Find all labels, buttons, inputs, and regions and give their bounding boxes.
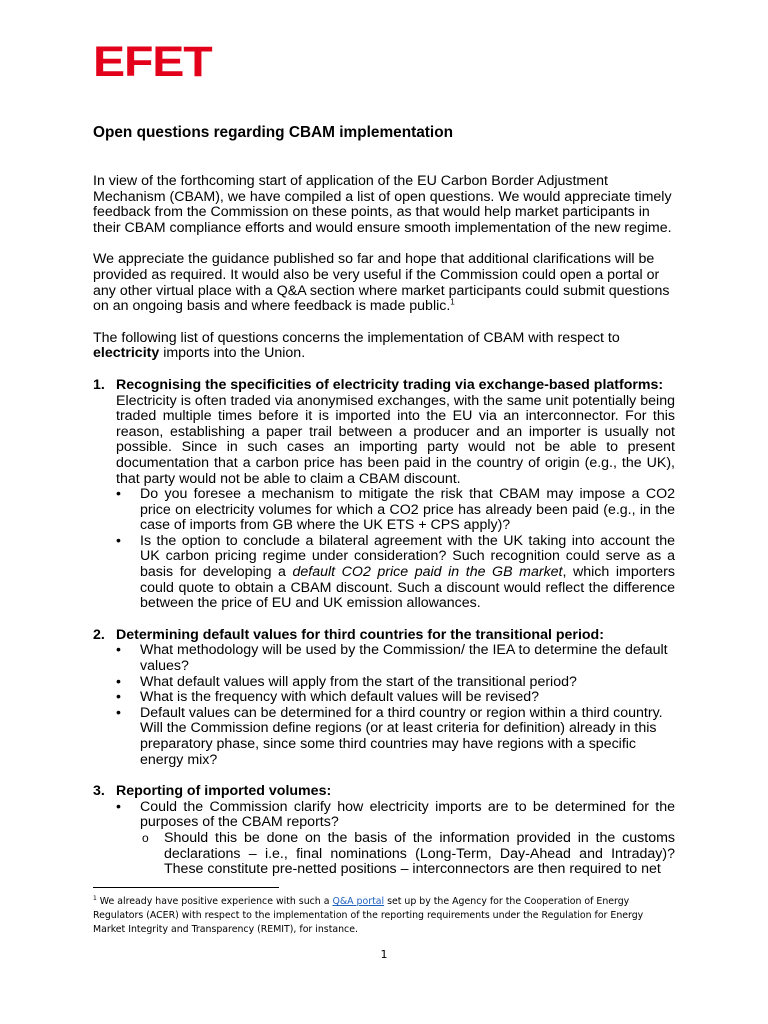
circle-bullet-icon: o	[142, 830, 149, 845]
section-heading: Reporting of imported volumes:	[116, 783, 332, 800]
list-item: • Do you foresee a mechanism to mitigate the risk that CBAM may impose a CO2 price on electricity volumes for which a CO2 price has already been paid (e.g., in the case of imports from GB where the UK ETS + CPS apply)?	[116, 486, 675, 534]
section-heading: Determining default values for third countries for the transitional period:	[116, 626, 604, 643]
list-item: • What is the frequency with which default values will be revised?	[116, 689, 540, 706]
document-body	[93, 124, 675, 894]
efet-logo: EFET	[93, 38, 212, 86]
list-item: • What default values will apply from the start of the transitional period?	[116, 673, 577, 690]
footnote: $^1$ We already have positive experience with such a Q&A portal set up by the Agency for the Cooperation of Energy Regulators (ACER) with respect to the implementation of the reporting requirements under the Regulation for Energy Market Integrity and Transparency (REMIT), for instance.	[93, 894, 644, 935]
bullet-icon: •	[116, 673, 121, 690]
question-sections	[93, 378, 675, 878]
footnote-divider	[93, 887, 279, 888]
page-number: 1	[380, 948, 388, 961]
document-title: Open questions regarding CBAM implementation	[93, 124, 453, 141]
section-number: 1.	[93, 376, 105, 393]
section-2	[93, 628, 675, 768]
section-number: 2.	[93, 626, 105, 643]
bullet-list	[116, 487, 675, 612]
section-body: Electricity is often traded via anonymised exchanges, with the same unit potentially being traded multiple times before it is imported into the EU via an interconnector. For this reason, establishing a paper trail between a producer and an importer is usually not possible. Since in such cases an importing party would not be able to present documentation that a carbon price has been paid in the country of origin (e.g., the UK), that party would not be able to claim a CBAM discount.	[116, 392, 675, 487]
bullet-list	[116, 643, 675, 768]
intro-paragraph-2: We appreciate the guidance published so far and hope that additional clarifications will be provided as required. It would also be very useful if the Commission could open a portal or any other virtual place with a Q&A section where market participants could submit questions on an ongoing basis and where feedback is made public.$^1$	[93, 251, 670, 315]
section-number: 3.	[93, 783, 105, 800]
bullet-list	[116, 800, 675, 878]
bullet-icon: •	[116, 689, 121, 706]
list-item: • Default values can be determined for a third country or region within a third country. Will the Commission define regions (or at least criteria for definition) already in this preparatory phase, since some third countries may have regions with a specific energy mix?	[116, 704, 663, 768]
section-heading: Recognising the specificities of electricity trading via exchange-based platforms:	[116, 376, 664, 393]
intro-paragraph-3: The following list of questions concerns the implementation of CBAM with respect to electricity imports into the Union.	[93, 329, 620, 362]
bullet-icon: •	[116, 486, 121, 503]
list-item: • What methodology will be used by the Commission/ the IEA to determine the default values?	[116, 642, 668, 675]
bullet-icon: •	[116, 642, 121, 659]
section-1	[93, 378, 675, 612]
sub-bullet-list	[140, 831, 675, 878]
intro-paragraph-1: In view of the forthcoming start of application of the EU Carbon Border Adjustment Mechanism (CBAM), we have compiled a list of open questions. We would appreciate timely feedback from the Commission on these points, as that would help market participants in their CBAM compliance efforts and would ensure smooth implementation of the new regime.	[93, 173, 672, 236]
list-item: • Could the Commission clarify how electricity imports are to be determined for the purposes of the CBAM reports? o Should this be done on the basis of the information provided in the customs declarations – i.e., final nominations (Long-Term, Day-Ahead and Intraday)? These constitute pre-netted positions – interconnectors are then required to net	[116, 798, 675, 878]
sub-list-item: o Should this be done on the basis of the information provided in the customs declarations – i.e., final nominations (Long-Term, Day-Ahead and Intraday)? These constitute pre-netted positions – interconnectors are then required to net	[142, 829, 675, 878]
list-item: • Is the option to conclude a bilateral agreement with the UK taking into account the UK carbon pricing regime under consideration? Such recognition could serve as a basis for developing a default CO2 price paid in the GB market, which importers could quote to obtain a CBAM discount. Such a discount would reflect the difference between the price of EU and UK emission allowances.	[116, 532, 675, 612]
qa-portal-link[interactable]: Q&A portal	[332, 896, 385, 907]
bullet-icon: •	[116, 704, 121, 721]
footnote-ref[interactable]: 1	[450, 297, 455, 307]
bullet-icon: •	[116, 798, 121, 815]
bullet-icon: •	[116, 532, 121, 549]
section-3	[93, 784, 675, 878]
